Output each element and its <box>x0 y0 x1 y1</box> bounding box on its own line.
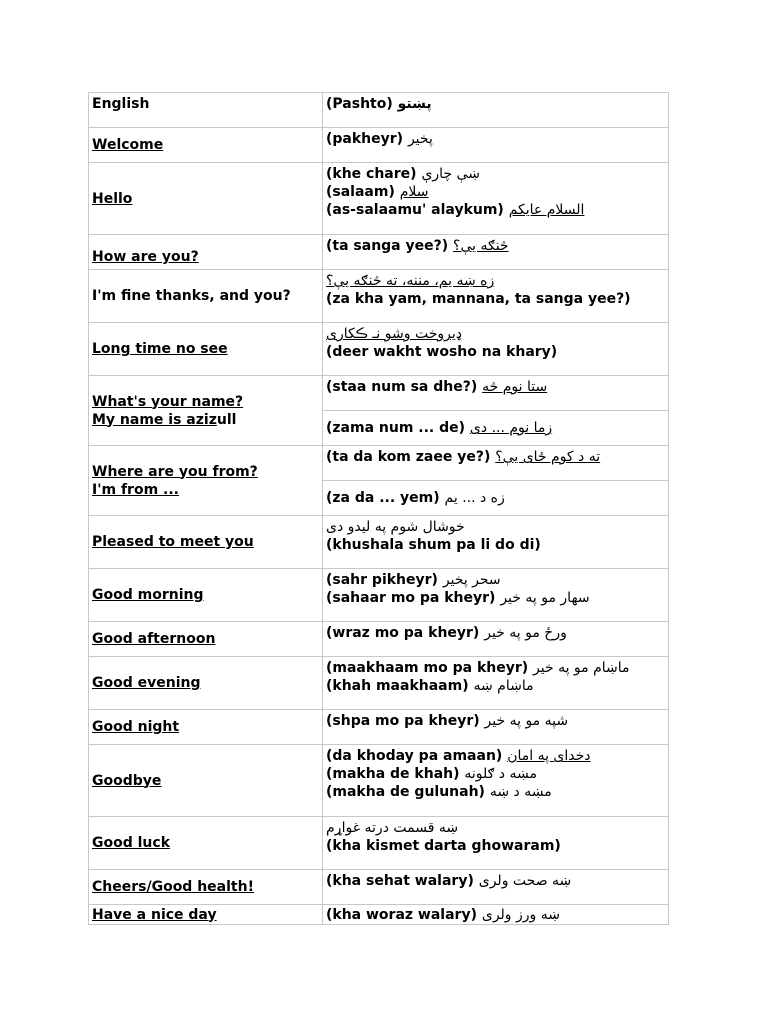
pashto-cell <box>323 817 669 870</box>
table-row <box>89 270 669 323</box>
pashto-cell <box>323 446 669 481</box>
pashto-script: سلام <box>399 184 429 200</box>
english-phrase: How are you? <box>92 249 199 265</box>
english-header-cell <box>89 93 323 128</box>
transliteration: (za kha yam, mannana, ta sanga yee?) <box>326 291 631 307</box>
transliteration: (makha de gulunah) <box>326 784 485 800</box>
english-cell <box>89 622 323 657</box>
pashto-line <box>326 783 665 801</box>
transliteration: (sahaar mo pa kheyr) <box>326 590 496 606</box>
transliteration: (ta sanga yee?) <box>326 238 449 254</box>
table-row <box>89 516 669 569</box>
english-phrase: Where are you from? <box>92 463 258 480</box>
pashto-cell <box>323 622 669 657</box>
pashto-cell <box>323 376 669 411</box>
english-cell <box>89 163 323 235</box>
pashto-header: (Pashto) پښتو <box>326 96 432 112</box>
pashto-script: مښه د ګلونه <box>464 766 537 782</box>
pashto-cell <box>323 710 669 745</box>
table-row <box>89 622 669 657</box>
pashto-script: مښه د ښه <box>489 784 552 800</box>
pashto-line <box>326 659 665 677</box>
pashto-cell <box>323 128 669 163</box>
table-header-row <box>89 93 669 128</box>
pashto-script: ستا نوم څه <box>482 379 548 395</box>
pashto-script: زما نوم ... دى <box>469 420 553 436</box>
pashto-line <box>326 489 665 507</box>
pashto-cell <box>323 657 669 710</box>
pashto-line <box>326 765 665 783</box>
transliteration: (kha sehat walary) <box>326 873 474 889</box>
pashto-script: ښې چارې <box>421 166 480 182</box>
english-phrase: Long time no see <box>92 341 228 357</box>
pashto-cell <box>323 516 669 569</box>
table-row <box>89 163 669 235</box>
table-row <box>89 817 669 870</box>
english-cell <box>89 376 323 446</box>
pashto-cell <box>323 411 669 446</box>
table-row <box>89 569 669 622</box>
pashto-cell <box>323 323 669 376</box>
english-cell <box>89 817 323 870</box>
pashto-script: ښه قسمت درته غواړم <box>326 820 459 836</box>
english-cell <box>89 323 323 376</box>
pashto-cell <box>323 870 669 905</box>
pashto-script: ښه صحت ولرى <box>478 873 572 889</box>
english-phrase: Welcome <box>92 137 164 153</box>
english-cell <box>89 745 323 817</box>
pashto-script: دخداى په امان <box>507 748 591 764</box>
transliteration: (salaam) <box>326 184 395 200</box>
transliteration: (pakheyr) <box>326 131 404 147</box>
table-row <box>89 905 669 925</box>
english-phrase: Good morning <box>92 587 204 603</box>
table-row <box>89 870 669 905</box>
transliteration: (makha de khah) <box>326 766 460 782</box>
pashto-line <box>326 237 665 255</box>
pashto-script: خوشال شوم په ليدو دى <box>326 519 465 535</box>
pashto-script: ماښام ښه <box>473 678 534 694</box>
pashto-script: ماښام مو په خير <box>533 660 630 676</box>
table-row <box>89 710 669 745</box>
pashto-line <box>326 183 665 201</box>
transliteration: (wraz mo pa kheyr) <box>326 625 480 641</box>
transliteration: (khushala shum pa li do di) <box>326 537 541 553</box>
pashto-line <box>326 165 665 183</box>
transliteration: (da khoday pa amaan) <box>326 748 503 764</box>
english-phrase: I'm fine thanks, and you? <box>92 288 291 304</box>
table-row <box>89 128 669 163</box>
pashto-line <box>326 448 665 466</box>
transliteration: (as-salaamu' alaykum) <box>326 202 504 218</box>
transliteration: (shpa mo pa kheyr) <box>326 713 480 729</box>
transliteration: (deer wakht wosho na khary) <box>326 344 558 360</box>
pashto-line <box>326 130 665 148</box>
pashto-script: زه ښه يم، مننه، ته څنګه يې؟ <box>326 273 495 289</box>
transliteration: (maakhaam mo pa kheyr) <box>326 660 529 676</box>
transliteration: (za da ... yem) <box>326 490 440 506</box>
english-phrase: Have a nice day <box>92 906 217 923</box>
pashto-line <box>326 872 665 890</box>
table-row <box>89 323 669 376</box>
english-phrase: Good evening <box>92 675 201 691</box>
english-phrase: Cheers/Good health! <box>92 879 254 895</box>
transliteration: (kha kismet darta ghowaram) <box>326 838 561 854</box>
transliteration: (staa num sa dhe?) <box>326 379 478 395</box>
english-phrase: What's your name? <box>92 393 244 410</box>
pashto-script: ورځ مو په خير <box>484 625 567 641</box>
pashto-line <box>326 624 665 642</box>
pashto-line <box>326 419 665 437</box>
english-phrase: Good night <box>92 719 180 735</box>
english-phrase: Good afternoon <box>92 631 216 647</box>
pashto-cell <box>323 270 669 323</box>
pashto-cell <box>323 905 669 925</box>
pashto-script: څنګه يې؟ <box>453 238 509 254</box>
table-row <box>89 657 669 710</box>
english-header: English <box>92 96 150 112</box>
pashto-cell <box>323 569 669 622</box>
pashto-script: ډيروخت وشو نـ ڪکارى <box>326 326 462 342</box>
english-cell <box>89 235 323 270</box>
pashto-line <box>326 571 665 589</box>
pashto-cell <box>323 163 669 235</box>
pashto-line <box>326 378 665 396</box>
table-row <box>89 745 669 817</box>
pashto-line <box>326 589 665 607</box>
transliteration: (ta da kom zaee ye?) <box>326 449 491 465</box>
pashto-cell <box>323 481 669 516</box>
pashto-script: ښه ورز ولرى <box>481 906 560 923</box>
pashto-line <box>326 906 665 924</box>
transliteration: (khah maakhaam) <box>326 678 469 694</box>
transliteration: (khe chare) <box>326 166 417 182</box>
english-phrase: Pleased to meet you <box>92 534 254 550</box>
transliteration: (sahr pikheyr) <box>326 572 438 588</box>
pashto-cell <box>323 745 669 817</box>
english-phrase: Hello <box>92 190 133 207</box>
pashto-script: سحر پخير <box>442 572 501 588</box>
english-phrase: I'm from ... <box>92 481 179 498</box>
english-cell <box>89 446 323 516</box>
english-cell <box>89 270 323 323</box>
table-row <box>89 446 669 481</box>
table-row <box>89 235 669 270</box>
pashto-script: زه د ... يم <box>444 490 505 506</box>
pashto-cell <box>323 235 669 270</box>
pashto-script: سهار مو په خير <box>500 590 590 606</box>
phrase-table <box>88 92 669 925</box>
table-row <box>89 376 669 411</box>
english-cell <box>89 657 323 710</box>
pashto-line <box>326 201 665 219</box>
pashto-script: شپه مو په خير <box>484 713 569 729</box>
pashto-script: پخير <box>407 131 433 147</box>
english-cell <box>89 128 323 163</box>
transliteration: (zama num ... de) <box>326 420 466 436</box>
english-phrase: Good luck <box>92 835 170 851</box>
english-cell <box>89 905 323 925</box>
english-cell <box>89 870 323 905</box>
pashto-script: ته د کوم ځاى يې؟ <box>495 449 601 465</box>
english-phrase: Goodbye <box>92 772 162 789</box>
english-phrase: My name is azizull <box>92 411 237 428</box>
pashto-line <box>326 747 665 765</box>
english-cell <box>89 516 323 569</box>
transliteration: (kha woraz walary) <box>326 906 477 923</box>
english-cell <box>89 710 323 745</box>
pashto-line <box>326 677 665 695</box>
english-cell <box>89 569 323 622</box>
pashto-line <box>326 712 665 730</box>
pashto-header-cell <box>323 93 669 128</box>
pashto-script: السلام عايكم <box>508 202 585 218</box>
